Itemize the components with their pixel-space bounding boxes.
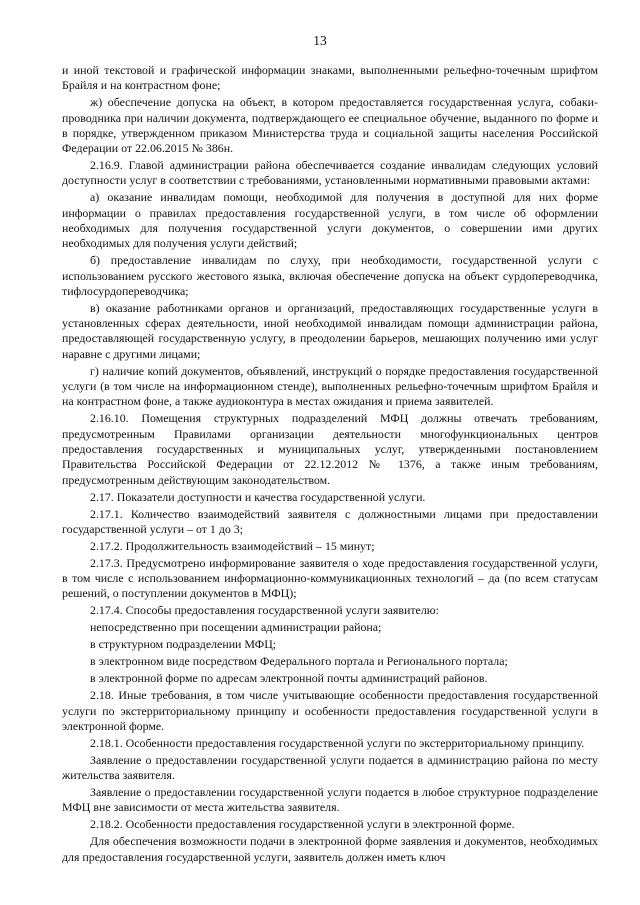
paragraph: а) оказание инвалидам помощи, необходимой для получения в доступной для них форме информации о правилах предоставления государственной услуги, в том числе об оформлении необходимых для получения государственной услуги документов, о совершении ими других необходимых для получения услуги действий; — [62, 190, 598, 251]
paragraph: в структурном подразделении МФЦ; — [90, 637, 277, 652]
paragraph: Заявление о предоставлении государственной услуги подается в любое структурное подразделение МФЦ вне зависимости от места жительства заявителя. — [62, 785, 598, 815]
paragraph: Заявление о предоставлении государственной услуги подается в администрацию района по месту жительства заявителя. — [62, 752, 598, 783]
paragraph: б) предоставление инвалидам по слуху, при необходимости, государственной услуги с использованием русского жестового языка, включая обеспечение допуска на объект сурдопереводчика, тифлосурдопереводчика; — [62, 253, 598, 298]
document-body — [62, 63, 598, 867]
paragraph: 2.16.10. Помещения структурных подразделений МФЦ должны отвечать требованиям, предусмотренным Правилами организации деятельности многофункциональных центров предоставления государственных и муниципальных услуг, утвержденными постановлением Правительства Российской Федерации от 22.12.2012 № 1376, а также иным требованиям, предусмотренным действующим законодательством. — [62, 411, 598, 487]
paragraph: в) оказание работниками органов и организаций, предоставляющих государственные услуги в установленных сферах деятельности, иной необходимой инвалидам помощи администрации района, предоставляющей государственную услугу, в преодолении барьеров, мешающих получению ими услуг наравне с другими лицами; — [62, 300, 598, 361]
paragraph: 2.18. Иные требования, в том числе учитывающие особенности предоставления государственной услуги по экстерриториальному принципу и особенности предоставления государственной услуги в электронной форме. — [62, 688, 598, 733]
paragraph: 2.18.1. Особенности предоставления государственной услуги по экстерриториальному принципу. — [90, 735, 585, 750]
paragraph: 2.18.2. Особенности предоставления государственной услуги в электронной форме. — [90, 817, 515, 832]
paragraph: непосредственно при посещении администрации района; — [90, 620, 382, 635]
paragraph: 2.17. Показатели доступности и качества государственной услуги. — [90, 489, 426, 504]
paragraph: 2.17.2. Продолжительность взаимодействий – 15 минут; — [90, 538, 375, 553]
paragraph: 2.16.9. Главой администрации района обеспечивается создание инвалидам следующих условий доступности услуг в соответствии с требованиями, установленными нормативными правовыми актами: — [62, 158, 598, 188]
paragraph: ж) обеспечение допуска на объект, в котором предоставляется государственная услуга, собаки-проводника при наличии документа, подтверждающего ее специальное обучение, выданного по форме и в порядке, утвержденном приказом Министерства труда и социальной защиты населения Российской Федерации от 22.06.2015 № 386н. — [62, 95, 598, 156]
paragraph: и иной текстовой и графической информации знаками, выполненными рельефно-точечным шрифтом Брайля и на контрастном фоне; — [62, 63, 598, 93]
paragraph: Для обеспечения возможности подачи в электронной форме заявления и документов, необходимых для предоставления государственной услуги, заявитель должен иметь ключ — [62, 834, 598, 864]
page-number: 13 — [313, 33, 327, 48]
paragraph: 2.17.4. Способы предоставления государственной услуги заявителю: — [90, 603, 439, 618]
paragraph: 2.17.3. Предусмотрено информирование заявителя о ходе предоставления государственной услуги, в том числе с использованием информационно-коммуникационных технологий – да (по всем статусам решений, о поступлении документов в МФЦ); — [62, 555, 598, 601]
paragraph: в электронном виде посредством Федерального портала и Регионального портала; — [90, 654, 508, 669]
paragraph: в электронной форме по адресам электронной почты администраций районов. — [90, 671, 488, 686]
paragraph: г) наличие копий документов, объявлений, инструкций о порядке предоставления государственной услуги (в том числе на информационном стенде), выполненных рельефно-точечным шрифтом Брайля и на контрастном фоне, а также аудиоконтура в местах ожидания и приема заявителей. — [62, 363, 598, 409]
paragraph: 2.17.1. Количество взаимодействий заявителя с должностными лицами при предоставлении государственной услуги – от 1 до 3; — [62, 506, 598, 536]
